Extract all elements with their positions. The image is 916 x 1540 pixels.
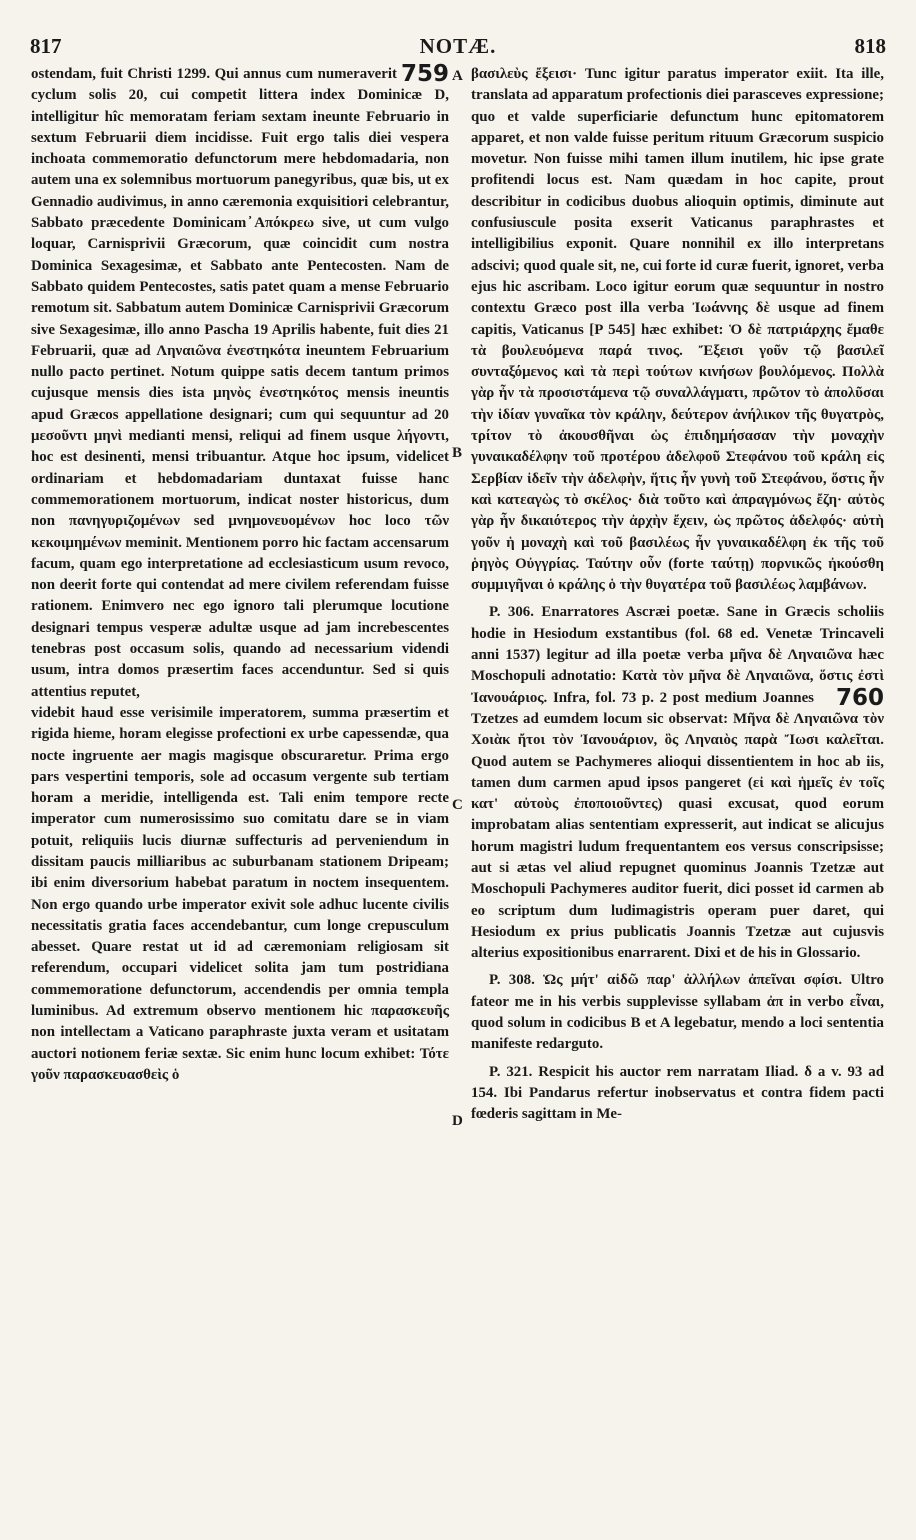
right-paragraph-2b: ἐστὶ Ἰανουάριος. Infra, fol. 73 p. 2 post medium Joannes Tzetzes ad eumdem locum sic observat: Μῆνα δὲ Ληναιῶνα τὸν Χοιὰκ ἤτοι τὸν Ἰανουάριον, ὃς Ληναιὸς παρὰ Ἴωσι καλεῖται. Quod autem se Pachymeres alioqui dissentientem in hoc ab iis, tamen dum carmen apud ipsos pangeret (εἰ καὶ ἡμεῖς ἐν τοῖς κατ' αὐτοὺς ἐποποιοῦντες) quasi excusat, quod eorum improbatam alias sententiam expresserit, aut indicat se alicujus horum magistri ludum frequentantem eos versus conscripsisse; aut si ætas vel aliud repugnet quominus Joannis Tzetzæ aut Moschopuli Pachymeres auditor fuerit, dici posset id carmen ab eo scriptum dum ludimagistris operam puer daret, qui Hesiodum ex prius publicatis Joannis Tzetzæ aut cujusvis alterius expositionibus enarrarent. Dixi et de his in Glossario. <box>471 668 884 962</box>
running-title: NOTÆ. <box>419 34 497 58</box>
right-paragraph-4: P. 321. Respicit his auctor rem narratam Iliad. δ a v. 93 ad 154. Ibi Pandarus refertur inobservatus et contra fidem pacti fœderis sagittam in Me- <box>471 1063 884 1123</box>
right-paragraph-3: P. 308. Ὡς μήτ' αἰδῶ παρ' ἀλλήλων ἀπεῖναι σφίσι. Ultro fateor me in his verbis supplevisse syllabam ἀπ in verbo εἶναι, quod solum in codicibus B et A legebatur, mendo a loci sententia manifeste redarguto. <box>471 972 884 1053</box>
column-number-759: 759 <box>400 61 449 87</box>
running-header <box>30 34 886 64</box>
right-paragraph-2a: P. 306. Enarratores Ascræi poetæ. Sane in Græcis scholiis hodie in Hesiodum exstantibus (fol. 68 ed. Venetæ Trincaveli anni 1537) legitur ad illa poetæ verba μῆνα δὲ Ληναιῶνα hæc Moschopuli adnotatio: Κατὰ τὸν μῆνα δὲ Ληναιῶνα, ὅστις <box>471 604 884 685</box>
left-paragraph-2: videbit haud esse verisimile imperatorem, summa præsertim et rigida hieme, horam elegisse profectioni ex urbe capessendæ, qua nocte ingruente aer magis magisque obscuraretur. Prima ergo pars vespertini temporis, sole ad occasum vergente sub tertiam horam a meridie, intelligenda est. Tali enim tempore recte imperator cum numerosissimo suo comitatu dare se in viam potuit, reliquiis lucis diurnæ suffecturis ad perveniendum in dissitam paucis milliaribus ac suburbanam stationem Dripeam; ibi enim diversorium habebat paratum in noctem insequentem. Non ergo quando urbe imperator exivit sole adhuc lucente civilis necessitatis gratia faces accendebantur, cum longe crepusculum abesset. Quare restat ut id ad cæremoniam religiosam sit referendum, occupari videlicet solita jam tum postridiana commemoratione defunctorum, accendendis per omnia templa luminibus. Ad extremum observo mentionem hic παρασκευῆς non intellectam a Vaticano paraphraste juxta veram et usitatam auctori notionem feriæ sextæ. Sic enim hunc locum exhibet: Τότε γοῦν παρασκευασθεὶς ὁ <box>31 704 449 1083</box>
margin-letter-a: A <box>452 68 463 84</box>
page-number-left: 817 <box>30 34 62 58</box>
left-paragraph-1-text: ostendam, fuit Christi 1299. Qui annus cum numeraverit cyclum solis 20, cui competit littera index Dominicæ D, intelligitur hîc memoratam feriam sextam ineunte Februario in sextum Februarii diem incidisse. Fuit ergo talis diei vespera inchoata commemoratio defunctorum mere hebdomadaria, non autem una ex solemnibus mortuorum panegyribus, quæ bis, ut ex Gennadio audivimus, in anno cæremonia exquisitiori celebrantur, Sabbato præcedente Dominicam ̓Απόκρεω sive, ut cum vulgo loquar, Carnisprivii Græcorum, quæ coincidit cum nostra Dominica Sexagesimæ, et Sabbato ante Pentecosten. Nam de Sabbato quidem Pentecostes, satis patet quam a mense Februario remotum sit. Sabbatum autem Dominicæ Carnisprivii Græcorum sive Sexagesimæ, illo anno Pascha 19 Aprilis habente, fuit dies 21 Februarii, quæ ad Ληναιῶνα ἐνεστηκότα ineuntem Februarium nullo pacto pertinet. Notum quippe satis decem tantum primos cujusque mensis dies ista μηνὸς ἐνεστηκότος mensis ineuntis apud Græcos appellatione designari; cum qui sequuntur ad 20 μεσοῦντι μηνὶ medianti mensi, reliqui ad finem usque λήγοντι, hoc est desinenti, mensi tribuantur. Atque hoc ipsum, videlicet ordinariam et hebdomadariam duntaxat fuisse hanc commemorationem mortuorum, indicat noster historicus, dum non πανηγυριζομένων sed μνημονευομένων hoc loco τῶν κεκοιμημένων meminit. Mentionem porro hic factam accensarum facum, quam ego interpretatione ad ecclesiasticum usum revoco, non deerit forte qui contendat ad mere civilem referendam fuisse rationem. Enimvero nec ego ignoro tali plerumque locutione designari tempus vesperæ adultæ usque ad jam increbescentes tenebras post occasum solis, quando ad necessarium videndi usum, intra domos præsertim faces accenduntur. Sed si quis attentius reputet, <box>31 66 449 700</box>
margin-letter-c: C <box>452 797 463 813</box>
page-number-right: 818 <box>854 34 886 58</box>
left-column <box>31 61 449 1086</box>
right-column <box>471 64 884 1126</box>
right-paragraph-1: βασιλεὺς ἔξεισι· Tunc igitur paratus imperator exiit. Ita ille, translata ad apparatum profectionis diei parasceves expressione; quo et valde superficiarie defunctum hunc epitomatorem apparet, et non valde fuisse peritum rituum Græcorum suspicio movetur. Non fuisse mihi tamen illum inutilem, hic ipse grate profitendi locus est. Nam quædam in hoc capite, prout describitur in codicibus duobus alioquin optimis, diminute aut confusiuscule posita exserit Vaticanus paraphrastes et intelligibilius exponit. Quare nonnihil ex illo interpretans adscivi; quod quale sit, ne, cui forte id curæ fuerit, ignoret, verba ejus hic ascribam. Loco igitur eorum quæ sequuntur in nostro contextu Græco post illa verba Ἰωάννης δὲ usque ad finem capitis, Vaticanus [P 545] hæc exhibet: Ὁ δὲ πατριάρχης ἔμαθε τὰ βουλευόμενα παρά τινος. Ἔξεισι γοῦν τῷ βασιλεῖ συνταξόμενος καὶ τὰ περὶ τούτων κινήσων βουλόμενος. Πολλὰ γὰρ ἦν τὰ προσιστάμενα τῷ συναλλάγματι, πρῶτον τὸ ἀπολῦσαι τὴν ἰδίαν γυναῖκα τὸν κράλην, δεύτερον ἀνήλικον τῆς θυγατρὸς, τρίτον τὸ ἀκουσθῆναι ὡς ἐπιδημήσασαν τὴν μοναχὴν γυναικαδέλφην τοῦ προτέρου ἀδελφοῦ Στεφάνου τοῦ κράλη εἰς Σερβίαν ἰδεῖν τὴν ἀδελφὴν, ἥτις ἦν γυνὴ τοῦ Στεφάνου, ὅστις ἦν καὶ κατεαγὼς τὸ σκέλος· διὰ τοῦτο καὶ ἀπραγμόνως ἔζη· αὐτὸς γὰρ ἦν δικαιότερος τὴν ἀρχὴν ἔχειν, ὡς πρῶτος ἀδελφός· αὐτὴ γοῦν ἡ μοναχὴ καὶ τοῦ βασιλέως ἦν γυναικαδέλφη ἐκ τῆς τοῦ ῥηγὸς Οὐγγρίας. Ταύτην οὖν (forte ταύτῃ) πορνικῶς ἠκούσθη συμμιγῆναι ὁ κράλης ὁ τὴν θυγατέρα τοῦ βασιλέως λαμβάνων. <box>471 66 884 594</box>
right-paragraph-2 <box>471 602 884 964</box>
margin-letter-b: B <box>452 445 463 461</box>
margin-letter-d: D <box>452 1113 463 1129</box>
left-paragraph-1 <box>31 61 449 703</box>
column-number-760: 760 <box>835 684 884 711</box>
